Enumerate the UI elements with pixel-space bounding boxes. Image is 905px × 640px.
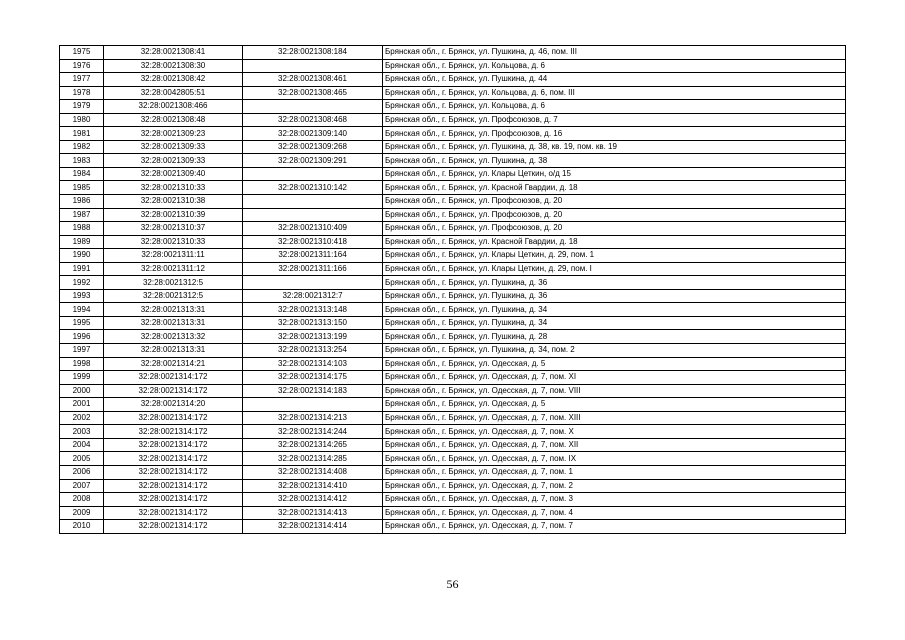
address-cell: Брянская обл., г. Брянск, ул. Пушкина, д. 36 xyxy=(383,289,846,303)
building-cadastral-number-cell xyxy=(243,276,383,290)
table-row xyxy=(60,222,846,236)
table-row xyxy=(60,371,846,385)
row-number-cell: 1976 xyxy=(60,59,104,73)
row-number-cell: 1999 xyxy=(60,371,104,385)
table-row xyxy=(60,330,846,344)
row-number-cell: 1975 xyxy=(60,46,104,60)
address-cell: Брянская обл., г. Брянск, ул. Одесская, д. 5 xyxy=(383,398,846,412)
building-cadastral-number-cell: 32:28:0021314:265 xyxy=(243,438,383,452)
building-cadastral-number-cell xyxy=(243,100,383,114)
row-number-cell: 2006 xyxy=(60,465,104,479)
cadastral-number-cell: 32:28:0021313:31 xyxy=(104,316,243,330)
table-row xyxy=(60,154,846,168)
table-row xyxy=(60,425,846,439)
table-row xyxy=(60,181,846,195)
building-cadastral-number-cell: 32:28:0021314:414 xyxy=(243,520,383,534)
cadastral-number-cell: 32:28:0021308:41 xyxy=(104,46,243,60)
address-cell: Брянская обл., г. Брянск, ул. Пушкина, д. 34 xyxy=(383,303,846,317)
row-number-cell: 2000 xyxy=(60,384,104,398)
cadastral-number-cell: 32:28:0021312:5 xyxy=(104,289,243,303)
building-cadastral-number-cell: 32:28:0021310:409 xyxy=(243,222,383,236)
address-cell: Брянская обл., г. Брянск, ул. Профсоюзов, д. 16 xyxy=(383,127,846,141)
building-cadastral-number-cell: 32:28:0021308:465 xyxy=(243,86,383,100)
cadastral-number-cell: 32:28:0021314:172 xyxy=(104,520,243,534)
table-row xyxy=(60,140,846,154)
row-number-cell: 1981 xyxy=(60,127,104,141)
address-cell: Брянская обл., г. Брянск, ул. Пушкина, д. 34, пом. 2 xyxy=(383,344,846,358)
building-cadastral-number-cell: 32:28:0021313:150 xyxy=(243,316,383,330)
table-row xyxy=(60,493,846,507)
building-cadastral-number-cell: 32:28:0021314:244 xyxy=(243,425,383,439)
cadastral-number-cell: 32:28:0021314:172 xyxy=(104,411,243,425)
cadastral-number-cell: 32:28:0021314:172 xyxy=(104,479,243,493)
cadastral-number-cell: 32:28:0021313:31 xyxy=(104,344,243,358)
cadastral-number-cell: 32:28:0021313:32 xyxy=(104,330,243,344)
table-row xyxy=(60,506,846,520)
table-row xyxy=(60,479,846,493)
row-number-cell: 1998 xyxy=(60,357,104,371)
table-row xyxy=(60,208,846,222)
building-cadastral-number-cell: 32:28:0021308:184 xyxy=(243,46,383,60)
table-row xyxy=(60,357,846,371)
address-cell: Брянская обл., г. Брянск, ул. Одесская, д. 7, пом. 7 xyxy=(383,520,846,534)
table-row xyxy=(60,289,846,303)
cadastral-number-cell: 32:28:0021314:172 xyxy=(104,371,243,385)
cadastral-number-cell: 32:28:0021314:172 xyxy=(104,465,243,479)
cadastral-number-cell: 32:28:0021312:5 xyxy=(104,276,243,290)
cadastral-number-cell: 32:28:0021308:466 xyxy=(104,100,243,114)
cadastral-number-cell: 32:28:0021313:31 xyxy=(104,303,243,317)
table-row xyxy=(60,384,846,398)
address-cell: Брянская обл., г. Брянск, ул. Кольцова, д. 6, пом. III xyxy=(383,86,846,100)
table-row xyxy=(60,520,846,534)
row-number-cell: 2008 xyxy=(60,493,104,507)
cadastral-number-cell: 32:28:0021314:172 xyxy=(104,452,243,466)
cadastral-number-cell: 32:28:0021314:172 xyxy=(104,493,243,507)
address-cell: Брянская обл., г. Брянск, ул. Одесская, д. 7, пом. X xyxy=(383,425,846,439)
row-number-cell: 1988 xyxy=(60,222,104,236)
table-row xyxy=(60,86,846,100)
building-cadastral-number-cell xyxy=(243,167,383,181)
address-cell: Брянская обл., г. Брянск, ул. Клары Цеткин, о/д 15 xyxy=(383,167,846,181)
building-cadastral-number-cell: 32:28:0021314:213 xyxy=(243,411,383,425)
address-cell: Брянская обл., г. Брянск, ул. Одесская, д. 7, пом. 2 xyxy=(383,479,846,493)
building-cadastral-number-cell: 32:28:0021313:199 xyxy=(243,330,383,344)
table-row xyxy=(60,127,846,141)
row-number-cell: 1990 xyxy=(60,249,104,263)
address-cell: Брянская обл., г. Брянск, ул. Красной Гвардии, д. 18 xyxy=(383,181,846,195)
building-cadastral-number-cell: 32:28:0021314:413 xyxy=(243,506,383,520)
row-number-cell: 2003 xyxy=(60,425,104,439)
row-number-cell: 1983 xyxy=(60,154,104,168)
building-cadastral-number-cell: 32:28:0021313:148 xyxy=(243,303,383,317)
address-cell: Брянская обл., г. Брянск, ул. Пушкина, д. 46, пом. III xyxy=(383,46,846,60)
cadastral-number-cell: 32:28:0021310:39 xyxy=(104,208,243,222)
table-row xyxy=(60,100,846,114)
address-cell: Брянская обл., г. Брянск, ул. Одесская, д. 7, пом. 4 xyxy=(383,506,846,520)
cadastral-number-cell: 32:28:0021314:172 xyxy=(104,506,243,520)
row-number-cell: 2010 xyxy=(60,520,104,534)
address-cell: Брянская обл., г. Брянск, ул. Пушкина, д. 38 xyxy=(383,154,846,168)
address-cell: Брянская обл., г. Брянск, ул. Одесская, д. 7, пом. XI xyxy=(383,371,846,385)
cadastral-number-cell: 32:28:0021309:23 xyxy=(104,127,243,141)
cadastral-number-cell: 32:28:0021310:33 xyxy=(104,181,243,195)
row-number-cell: 1979 xyxy=(60,100,104,114)
row-number-cell: 2002 xyxy=(60,411,104,425)
cadastral-number-cell: 32:28:0021308:30 xyxy=(104,59,243,73)
address-cell: Брянская обл., г. Брянск, ул. Красной Гвардии, д. 18 xyxy=(383,235,846,249)
table-row xyxy=(60,316,846,330)
address-cell: Брянская обл., г. Брянск, ул. Одесская, д. 7, пом. 1 xyxy=(383,465,846,479)
address-cell: Брянская обл., г. Брянск, ул. Профсоюзов, д. 20 xyxy=(383,208,846,222)
table-row xyxy=(60,276,846,290)
cadastral-number-cell: 32:28:0021310:38 xyxy=(104,195,243,209)
cadastral-number-cell: 32:28:0021314:172 xyxy=(104,384,243,398)
cadastral-number-cell: 32:28:0021308:42 xyxy=(104,73,243,87)
row-number-cell: 2007 xyxy=(60,479,104,493)
address-cell: Брянская обл., г. Брянск, ул. Профсоюзов, д. 20 xyxy=(383,222,846,236)
row-number-cell: 1995 xyxy=(60,316,104,330)
building-cadastral-number-cell xyxy=(243,208,383,222)
cadastral-number-cell: 32:28:0021311:11 xyxy=(104,249,243,263)
table-body xyxy=(60,46,846,534)
address-cell: Брянская обл., г. Брянск, ул. Одесская, д. 7, пом. 3 xyxy=(383,493,846,507)
cadastral-number-cell: 32:28:0021310:37 xyxy=(104,222,243,236)
address-cell: Брянская обл., г. Брянск, ул. Клары Цеткин, д. 29, пом. I xyxy=(383,262,846,276)
building-cadastral-number-cell: 32:28:0021314:285 xyxy=(243,452,383,466)
table-row xyxy=(60,465,846,479)
property-table xyxy=(59,45,846,534)
building-cadastral-number-cell: 32:28:0021309:268 xyxy=(243,140,383,154)
row-number-cell: 1985 xyxy=(60,181,104,195)
row-number-cell: 2005 xyxy=(60,452,104,466)
page-number: 56 xyxy=(446,577,459,591)
building-cadastral-number-cell: 32:28:0021314:183 xyxy=(243,384,383,398)
building-cadastral-number-cell: 32:28:0021310:142 xyxy=(243,181,383,195)
row-number-cell: 1997 xyxy=(60,344,104,358)
building-cadastral-number-cell: 32:28:0021314:103 xyxy=(243,357,383,371)
row-number-cell: 1993 xyxy=(60,289,104,303)
building-cadastral-number-cell: 32:28:0021309:291 xyxy=(243,154,383,168)
building-cadastral-number-cell: 32:28:0021311:164 xyxy=(243,249,383,263)
row-number-cell: 1996 xyxy=(60,330,104,344)
building-cadastral-number-cell: 32:28:0021308:461 xyxy=(243,73,383,87)
table-row xyxy=(60,46,846,60)
row-number-cell: 2004 xyxy=(60,438,104,452)
address-cell: Брянская обл., г. Брянск, ул. Профсоюзов, д. 20 xyxy=(383,195,846,209)
address-cell: Брянская обл., г. Брянск, ул. Клары Цеткин, д. 29, пом. 1 xyxy=(383,249,846,263)
cadastral-number-cell: 32:28:0021310:33 xyxy=(104,235,243,249)
address-cell: Брянская обл., г. Брянск, ул. Пушкина, д. 38, кв. 19, пом. кв. 19 xyxy=(383,140,846,154)
address-cell: Брянская обл., г. Брянск, ул. Одесская, д. 7, пом. VIII xyxy=(383,384,846,398)
table-row xyxy=(60,167,846,181)
cadastral-number-cell: 32:28:0021309:33 xyxy=(104,154,243,168)
building-cadastral-number-cell: 32:28:0021309:140 xyxy=(243,127,383,141)
cadastral-number-cell: 32:28:0021311:12 xyxy=(104,262,243,276)
row-number-cell: 1982 xyxy=(60,140,104,154)
address-cell: Брянская обл., г. Брянск, ул. Одесская, д. 5 xyxy=(383,357,846,371)
building-cadastral-number-cell: 32:28:0021314:175 xyxy=(243,371,383,385)
table-row xyxy=(60,398,846,412)
table-row xyxy=(60,452,846,466)
address-cell: Брянская обл., г. Брянск, ул. Одесская, д. 7, пом. XII xyxy=(383,438,846,452)
table-row xyxy=(60,195,846,209)
row-number-cell: 1992 xyxy=(60,276,104,290)
building-cadastral-number-cell: 32:28:0021311:166 xyxy=(243,262,383,276)
table-row xyxy=(60,303,846,317)
address-cell: Брянская обл., г. Брянск, ул. Профсоюзов, д. 7 xyxy=(383,113,846,127)
building-cadastral-number-cell: 32:28:0021313:254 xyxy=(243,344,383,358)
cadastral-number-cell: 32:28:0021314:172 xyxy=(104,438,243,452)
building-cadastral-number-cell: 32:28:0021314:412 xyxy=(243,493,383,507)
cadastral-number-cell: 32:28:0021314:21 xyxy=(104,357,243,371)
building-cadastral-number-cell xyxy=(243,59,383,73)
address-cell: Брянская обл., г. Брянск, ул. Пушкина, д. 44 xyxy=(383,73,846,87)
table-row xyxy=(60,344,846,358)
cadastral-number-cell: 32:28:0021309:33 xyxy=(104,140,243,154)
address-cell: Брянская обл., г. Брянск, ул. Одесская, д. 7, пом. XIII xyxy=(383,411,846,425)
table-row xyxy=(60,73,846,87)
address-cell: Брянская обл., г. Брянск, ул. Кольцова, д. 6 xyxy=(383,59,846,73)
building-cadastral-number-cell: 32:28:0021312:7 xyxy=(243,289,383,303)
row-number-cell: 1980 xyxy=(60,113,104,127)
address-cell: Брянская обл., г. Брянск, ул. Одесская, д. 7, пом. IX xyxy=(383,452,846,466)
building-cadastral-number-cell: 32:28:0021308:468 xyxy=(243,113,383,127)
table-row xyxy=(60,411,846,425)
building-cadastral-number-cell xyxy=(243,195,383,209)
address-cell: Брянская обл., г. Брянск, ул. Кольцова, д. 6 xyxy=(383,100,846,114)
row-number-cell: 1987 xyxy=(60,208,104,222)
table-row xyxy=(60,235,846,249)
table-row xyxy=(60,249,846,263)
row-number-cell: 1989 xyxy=(60,235,104,249)
row-number-cell: 1984 xyxy=(60,167,104,181)
cadastral-number-cell: 32:28:0042805:51 xyxy=(104,86,243,100)
row-number-cell: 1986 xyxy=(60,195,104,209)
building-cadastral-number-cell xyxy=(243,398,383,412)
table-row xyxy=(60,113,846,127)
table-row xyxy=(60,59,846,73)
row-number-cell: 1991 xyxy=(60,262,104,276)
building-cadastral-number-cell: 32:28:0021314:410 xyxy=(243,479,383,493)
address-cell: Брянская обл., г. Брянск, ул. Пушкина, д. 36 xyxy=(383,276,846,290)
cadastral-number-cell: 32:28:0021314:20 xyxy=(104,398,243,412)
row-number-cell: 1994 xyxy=(60,303,104,317)
table-row xyxy=(60,438,846,452)
row-number-cell: 2009 xyxy=(60,506,104,520)
address-cell: Брянская обл., г. Брянск, ул. Пушкина, д. 34 xyxy=(383,316,846,330)
building-cadastral-number-cell: 32:28:0021310:418 xyxy=(243,235,383,249)
cadastral-number-cell: 32:28:0021309:40 xyxy=(104,167,243,181)
building-cadastral-number-cell: 32:28:0021314:408 xyxy=(243,465,383,479)
row-number-cell: 1978 xyxy=(60,86,104,100)
row-number-cell: 2001 xyxy=(60,398,104,412)
cadastral-number-cell: 32:28:0021314:172 xyxy=(104,425,243,439)
address-cell: Брянская обл., г. Брянск, ул. Пушкина, д. 28 xyxy=(383,330,846,344)
cadastral-number-cell: 32:28:0021308:48 xyxy=(104,113,243,127)
row-number-cell: 1977 xyxy=(60,73,104,87)
table-row xyxy=(60,262,846,276)
